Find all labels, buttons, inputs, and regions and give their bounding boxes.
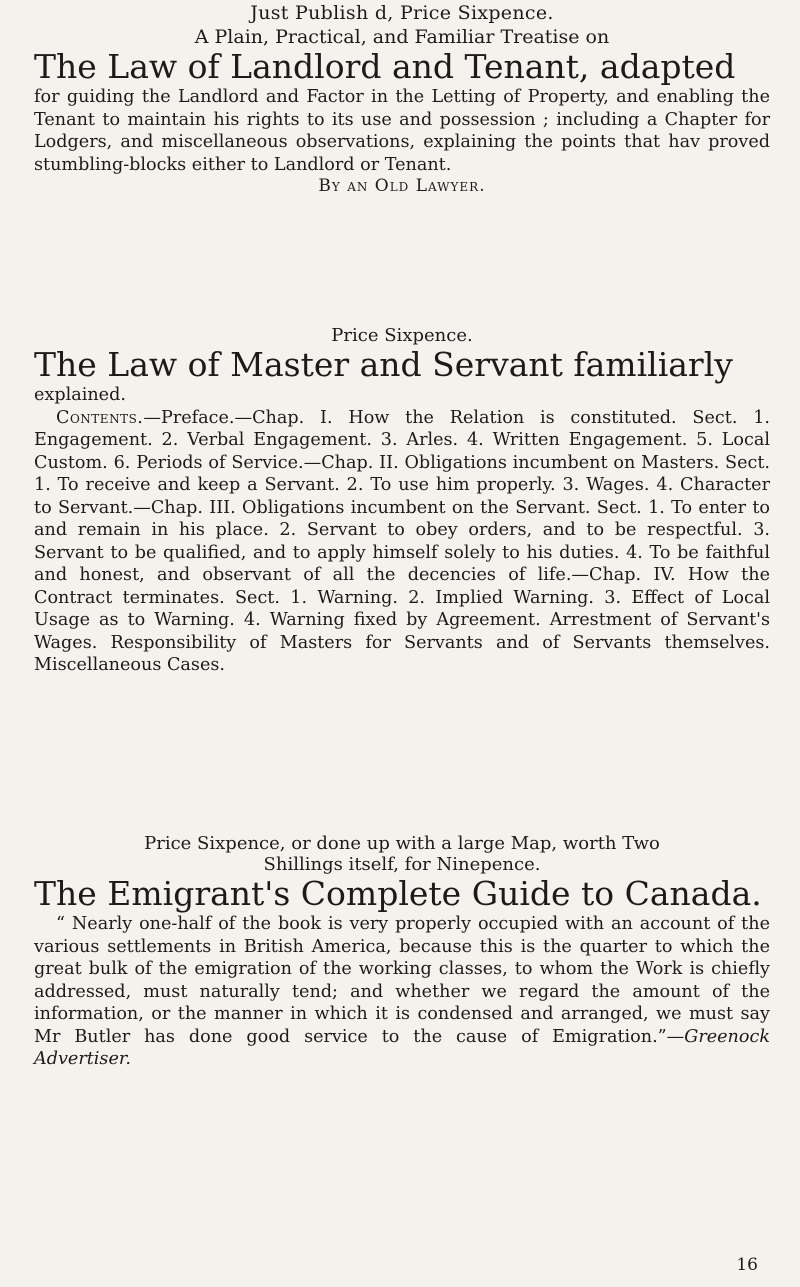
master-servant-explained: explained. [34, 385, 126, 405]
landlord-tenant-description: for guiding the Landlord and Factor in the Letting of Property, and enabling the Tenant to maintain his rights to its use and possession ; including a Chapter for Lodgers, and miscellaneous observations, explaining the points that hav proved stumbling-blocks either to Landlord or Tenant. [34, 87, 770, 175]
quote-source: Greenock Advertiser. [34, 1026, 770, 1069]
publication-notice: Just Publish d, Price Sixpence. [250, 2, 554, 24]
emigrant-guide-advert [34, 833, 770, 1071]
landlord-tenant-title: The Law of Landlord and Tenant, adapted [34, 47, 736, 86]
landlord-tenant-advert [34, 0, 770, 196]
treatise-subtitle: A Plain, Practical, and Familiar Treatise on [194, 26, 610, 48]
emigrant-guide-title: The Emigrant's Complete Guide to Canada. [34, 874, 762, 913]
author-line: By an Old Lawyer. [318, 176, 486, 196]
quote-text: “ Nearly one-half of the book is very properly occupied with an account of the various settlements in British America, because this is the quarter to which the great bulk of the emigration of the working classes, to whom the Work is chiefly addressed, must naturally tend; and whether we regard the amount of the information, or the manner in which it is condensed and arranged, we must say Mr Butler has done good service to the cause of Emigration.”— [34, 914, 770, 1047]
master-servant-advert [34, 325, 770, 677]
emigrant-price-line-2: Shillings itself, for Ninepence. [263, 854, 541, 875]
contents-text: —Preface.—Chap. I. How the Relation is constituted. Sect. 1. Engagement. 2. Verbal Engagement. 3. Arles. 4. Written Engagement. 5. Local Custom. 6. Periods of Service.—Chap. II. Obligations incumbent on Masters. Sect. 1. To receive and keep a Servant. 2. To use him properly. 3. Wages. 4. Character to Servant.—Chap. III. Obligations incumbent on the Servant. Sect. 1. To enter to and remain in his place. 2. Servant to obey orders, and to be respectful. 3. Servant to be qualified, and to apply himself solely to his duties. 4. To be faithful and honest, and observant of all the decencies of life.—Chap. IV. How the Contract terminates. Sect. 1. Warning. 2. Implied Warning. 3. Effect of Local Usage as to Warning. 4. Warning fixed by Agreement. Arrestment of Servant's Wages. Responsibility of Masters for Servants and of Servants themselves. Miscellaneous Cases. [34, 407, 770, 675]
emigrant-review-quote [34, 913, 770, 1071]
master-servant-title: The Law of Master and Servant familiarly [34, 345, 733, 384]
emigrant-price-line-1: Price Sixpence, or done up with a large Map, worth Two [144, 833, 660, 854]
contents-label: Contents. [56, 407, 144, 428]
page-number: 16 [736, 1255, 758, 1275]
master-servant-contents [34, 407, 770, 677]
master-servant-price: Price Sixpence. [331, 325, 473, 346]
